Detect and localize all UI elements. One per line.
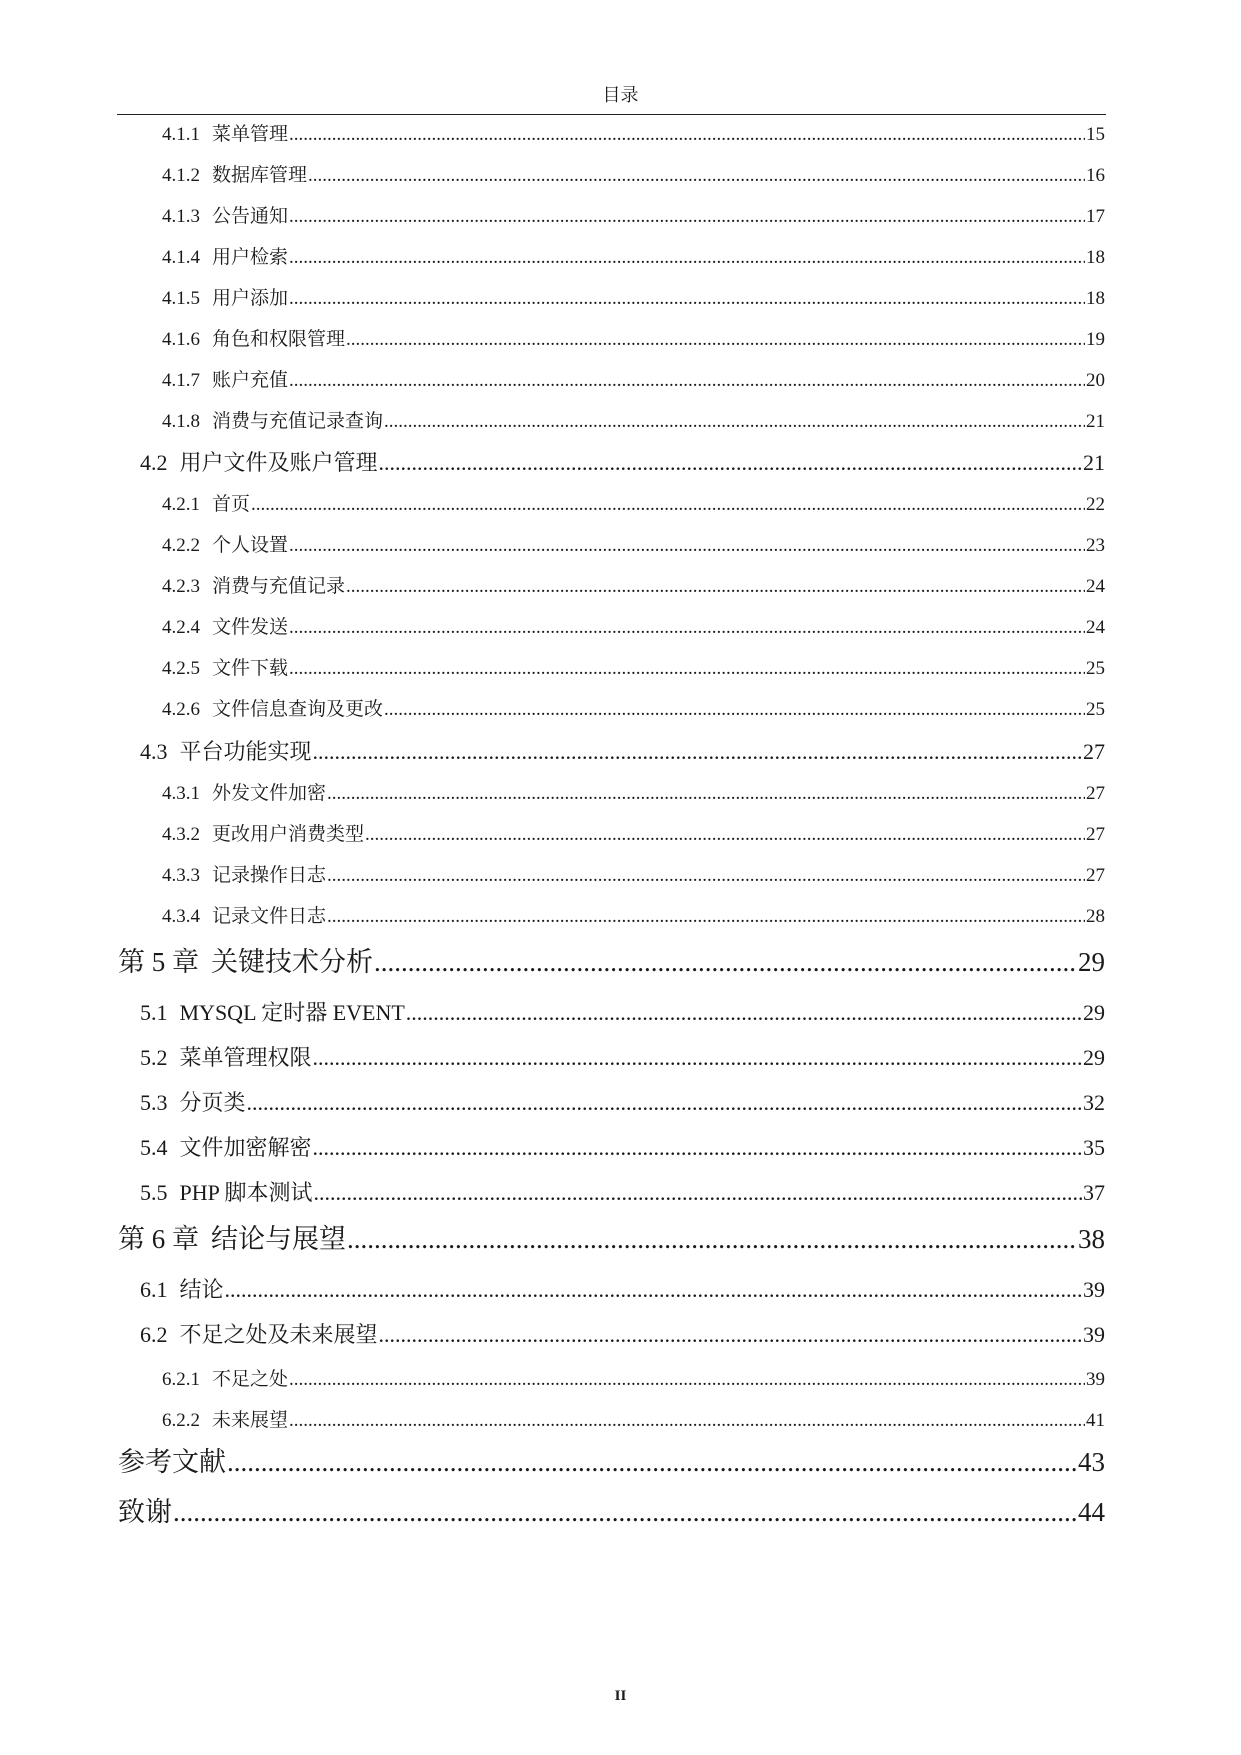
toc-entry-title: 记录操作日志 xyxy=(212,865,327,886)
dot-leader xyxy=(289,124,1085,146)
toc-entry-title: 关键技术分析 xyxy=(211,947,373,977)
toc-entry-chapter-5[interactable] xyxy=(118,940,1105,978)
toc-entry-number: 第 5 章 xyxy=(118,947,199,977)
toc-entry-number: 4.1.7 xyxy=(162,370,200,391)
toc-entry-number: 4.1.8 xyxy=(162,411,200,432)
toc-entry-title: 未来展望 xyxy=(212,1410,289,1431)
toc-entry-title: 记录文件日志 xyxy=(212,906,327,927)
toc-entry-title: 首页 xyxy=(212,494,251,515)
dot-leader xyxy=(289,206,1085,228)
dot-leader xyxy=(225,1277,1082,1303)
toc-entry-4-1-3[interactable] xyxy=(162,201,1105,229)
toc-entry-number: 4.2.2 xyxy=(162,535,200,556)
toc-entry-4-1-7[interactable] xyxy=(162,365,1105,393)
toc-entry-number: 4.2.6 xyxy=(162,699,200,720)
toc-entry-number: 4.3.4 xyxy=(162,906,200,927)
toc-entry-title: 菜单管理 xyxy=(212,124,289,145)
toc-entry-number: 4.3.1 xyxy=(162,783,200,804)
toc-entry-4-2-3[interactable] xyxy=(162,571,1105,599)
toc-entry-title: 结论 xyxy=(179,1277,224,1302)
toc-entry-number: 6.1 xyxy=(140,1277,168,1302)
dot-leader xyxy=(173,1497,1077,1528)
toc-entry-4-3[interactable] xyxy=(140,735,1105,767)
toc-entry-page: 21 xyxy=(1086,411,1105,432)
toc-entry-title: 结论与展望 xyxy=(211,1224,346,1254)
toc-entry-number: 第 6 章 xyxy=(118,1224,199,1254)
dot-leader xyxy=(374,947,1077,978)
toc-entry-4-1-4[interactable] xyxy=(162,242,1105,270)
toc-entry-number: 5.3 xyxy=(140,1090,168,1115)
toc-entry-4-1-1[interactable] xyxy=(162,119,1105,147)
toc-entry-title: 文件发送 xyxy=(212,617,289,638)
toc-entry-title: 消费与充值记录查询 xyxy=(212,411,384,432)
toc-entry-page: 22 xyxy=(1086,494,1105,515)
toc-entry-page: 39 xyxy=(1083,1322,1105,1347)
dot-leader xyxy=(327,783,1085,805)
toc-entry-page: 39 xyxy=(1083,1277,1105,1302)
toc-entry-title: MYSQL 定时器 EVENT xyxy=(179,1000,405,1025)
toc-entry-5-4[interactable] xyxy=(140,1131,1105,1163)
toc-entry-title: 文件信息查询及更改 xyxy=(212,699,384,720)
toc-entry-title: 公告通知 xyxy=(212,206,289,227)
toc-entry-page: 20 xyxy=(1086,370,1105,391)
toc-entry-title: 分页类 xyxy=(179,1090,246,1115)
toc-entry-title: 外发文件加密 xyxy=(212,783,327,804)
toc-entry-number: 4.1.1 xyxy=(162,124,200,145)
toc-entry-number: 4.3.3 xyxy=(162,865,200,886)
toc-entry-6-2-2[interactable] xyxy=(162,1405,1105,1433)
toc-entry-chapter-6[interactable] xyxy=(118,1217,1105,1255)
dot-leader xyxy=(347,1224,1077,1255)
dot-leader xyxy=(379,1322,1082,1348)
dot-leader xyxy=(327,865,1085,887)
dot-leader xyxy=(289,288,1085,310)
dot-leader xyxy=(289,1369,1085,1391)
dot-leader xyxy=(384,699,1085,721)
toc-entry-title: 致谢 xyxy=(118,1497,172,1527)
toc-entry-page: 15 xyxy=(1086,124,1105,145)
toc-entry-4-2-6[interactable] xyxy=(162,694,1105,722)
dot-leader xyxy=(327,906,1085,928)
toc-entry-number: 6.2.2 xyxy=(162,1410,200,1431)
toc-entry-title: 不足之处 xyxy=(212,1369,289,1390)
toc-entry-title: 消费与充值记录 xyxy=(212,576,346,597)
toc-entry-page: 27 xyxy=(1086,783,1105,804)
dot-leader xyxy=(313,1045,1082,1071)
toc-entry-number: 4.3.2 xyxy=(162,824,200,845)
dot-leader xyxy=(308,165,1085,187)
toc-entry-page: 43 xyxy=(1078,1447,1105,1477)
dot-leader xyxy=(346,329,1085,351)
toc-entry-number: 4.1.5 xyxy=(162,288,200,309)
toc-entry-title: 文件下载 xyxy=(212,658,289,679)
toc-entry-title: 用户检索 xyxy=(212,247,289,268)
toc-entry-number: 6.2.1 xyxy=(162,1369,200,1390)
toc-entry-6-2[interactable] xyxy=(140,1318,1105,1350)
toc-entry-6-2-1[interactable] xyxy=(162,1364,1105,1392)
dot-leader xyxy=(247,1090,1082,1116)
dot-leader xyxy=(289,617,1085,639)
toc-entry-5-5[interactable] xyxy=(140,1176,1105,1208)
toc-entry-5-3[interactable] xyxy=(140,1086,1105,1118)
toc-entry-4-2[interactable] xyxy=(140,446,1105,478)
toc-entry-title: 数据库管理 xyxy=(212,165,308,186)
toc-entry-page: 29 xyxy=(1078,947,1105,977)
toc-entry-title: 平台功能实现 xyxy=(179,739,312,764)
toc-entry-4-3-1[interactable] xyxy=(162,778,1105,806)
toc-entry-page: 24 xyxy=(1086,576,1105,597)
toc-entry-5-1[interactable] xyxy=(140,996,1105,1028)
dot-leader xyxy=(379,450,1082,476)
toc-entry-number: 4.2.1 xyxy=(162,494,200,515)
toc-entry-acknowledgements[interactable] xyxy=(118,1490,1105,1528)
toc-entry-page: 16 xyxy=(1086,165,1105,186)
toc-entry-4-2-1[interactable] xyxy=(162,489,1105,517)
toc-entry-page: 18 xyxy=(1086,288,1105,309)
toc-entry-title: 个人设置 xyxy=(212,535,289,556)
toc-entry-page: 44 xyxy=(1078,1497,1105,1527)
toc-entry-number: 4.2.5 xyxy=(162,658,200,679)
toc-entry-4-3-2[interactable] xyxy=(162,819,1105,847)
toc-entry-page: 24 xyxy=(1086,617,1105,638)
toc-entry-page: 27 xyxy=(1086,865,1105,886)
dot-leader xyxy=(346,576,1085,598)
toc-entry-4-2-2[interactable] xyxy=(162,530,1105,558)
toc-entry-page: 29 xyxy=(1083,1045,1105,1070)
toc-entry-number: 4.1.4 xyxy=(162,247,200,268)
dot-leader xyxy=(384,411,1085,433)
toc-entry-page: 29 xyxy=(1083,1000,1105,1025)
toc-entry-page: 23 xyxy=(1086,535,1105,556)
toc-entry-number: 4.2.4 xyxy=(162,617,200,638)
toc-entry-4-2-5[interactable] xyxy=(162,653,1105,681)
toc-entry-page: 27 xyxy=(1083,739,1105,764)
toc-entry-page: 39 xyxy=(1086,1369,1105,1390)
dot-leader xyxy=(365,824,1085,846)
toc-entry-4-3-4[interactable] xyxy=(162,901,1105,929)
toc-entry-number: 5.1 xyxy=(140,1000,168,1025)
toc-entry-number: 4.2.3 xyxy=(162,576,200,597)
toc-entry-title: 角色和权限管理 xyxy=(212,329,346,350)
toc-entry-page: 17 xyxy=(1086,206,1105,227)
dot-leader xyxy=(289,370,1085,392)
toc-entry-4-3-3[interactable] xyxy=(162,860,1105,888)
toc-entry-title: 用户添加 xyxy=(212,288,289,309)
toc-entry-title: 菜单管理权限 xyxy=(179,1045,312,1070)
toc-entry-title: 文件加密解密 xyxy=(179,1135,312,1160)
toc-entry-title: 更改用户消费类型 xyxy=(212,824,365,845)
toc-entry-6-1[interactable] xyxy=(140,1273,1105,1305)
toc-entry-page: 32 xyxy=(1083,1090,1105,1115)
dot-leader xyxy=(289,535,1085,557)
toc-entry-page: 37 xyxy=(1083,1180,1105,1205)
page-number: II xyxy=(614,1688,627,1704)
toc-entry-page: 35 xyxy=(1083,1135,1105,1160)
toc-entry-page: 38 xyxy=(1078,1224,1105,1254)
toc-entry-number: 5.2 xyxy=(140,1045,168,1070)
toc-entry-page: 19 xyxy=(1086,329,1105,350)
toc-entry-number: 4.2 xyxy=(140,450,168,475)
dot-leader xyxy=(406,1000,1082,1026)
dot-leader xyxy=(289,1410,1085,1432)
toc-entry-number: 4.1.6 xyxy=(162,329,200,350)
toc-entry-title: PHP 脚本测试 xyxy=(179,1180,313,1205)
toc-entry-title: 账户充值 xyxy=(212,370,289,391)
dot-leader xyxy=(251,494,1085,516)
toc-entry-title: 用户文件及账户管理 xyxy=(179,450,378,475)
page-header-title: 目录 xyxy=(602,85,639,105)
dot-leader xyxy=(289,658,1085,680)
dot-leader xyxy=(313,739,1082,765)
dot-leader xyxy=(227,1447,1077,1478)
toc-entry-title: 不足之处及未来展望 xyxy=(179,1322,378,1347)
toc-entry-number: 5.5 xyxy=(140,1180,168,1205)
dot-leader xyxy=(313,1135,1082,1161)
toc-entry-page: 21 xyxy=(1083,450,1105,475)
toc-entry-page: 18 xyxy=(1086,247,1105,268)
toc-entry-5-2[interactable] xyxy=(140,1041,1105,1073)
toc-entry-title: 参考文献 xyxy=(118,1447,226,1477)
toc-entry-4-1-5[interactable] xyxy=(162,283,1105,311)
toc-entry-number: 6.2 xyxy=(140,1322,168,1347)
toc-entry-page: 25 xyxy=(1086,658,1105,679)
toc-entry-references[interactable] xyxy=(118,1440,1105,1478)
toc-entry-page: 25 xyxy=(1086,699,1105,720)
toc-entry-page: 27 xyxy=(1086,824,1105,845)
toc-entry-number: 4.1.2 xyxy=(162,165,200,186)
toc-entry-number: 4.3 xyxy=(140,739,168,764)
dot-leader xyxy=(314,1180,1082,1206)
toc-entry-page: 41 xyxy=(1086,1410,1105,1431)
toc-entry-page: 28 xyxy=(1086,906,1105,927)
dot-leader xyxy=(289,247,1085,269)
toc-entry-number: 5.4 xyxy=(140,1135,168,1160)
toc-entry-4-2-4[interactable] xyxy=(162,612,1105,640)
toc-entry-4-1-6[interactable] xyxy=(162,324,1105,352)
toc-entry-4-1-8[interactable] xyxy=(162,406,1105,434)
toc-entry-4-1-2[interactable] xyxy=(162,160,1105,188)
toc-entry-number: 4.1.3 xyxy=(162,206,200,227)
